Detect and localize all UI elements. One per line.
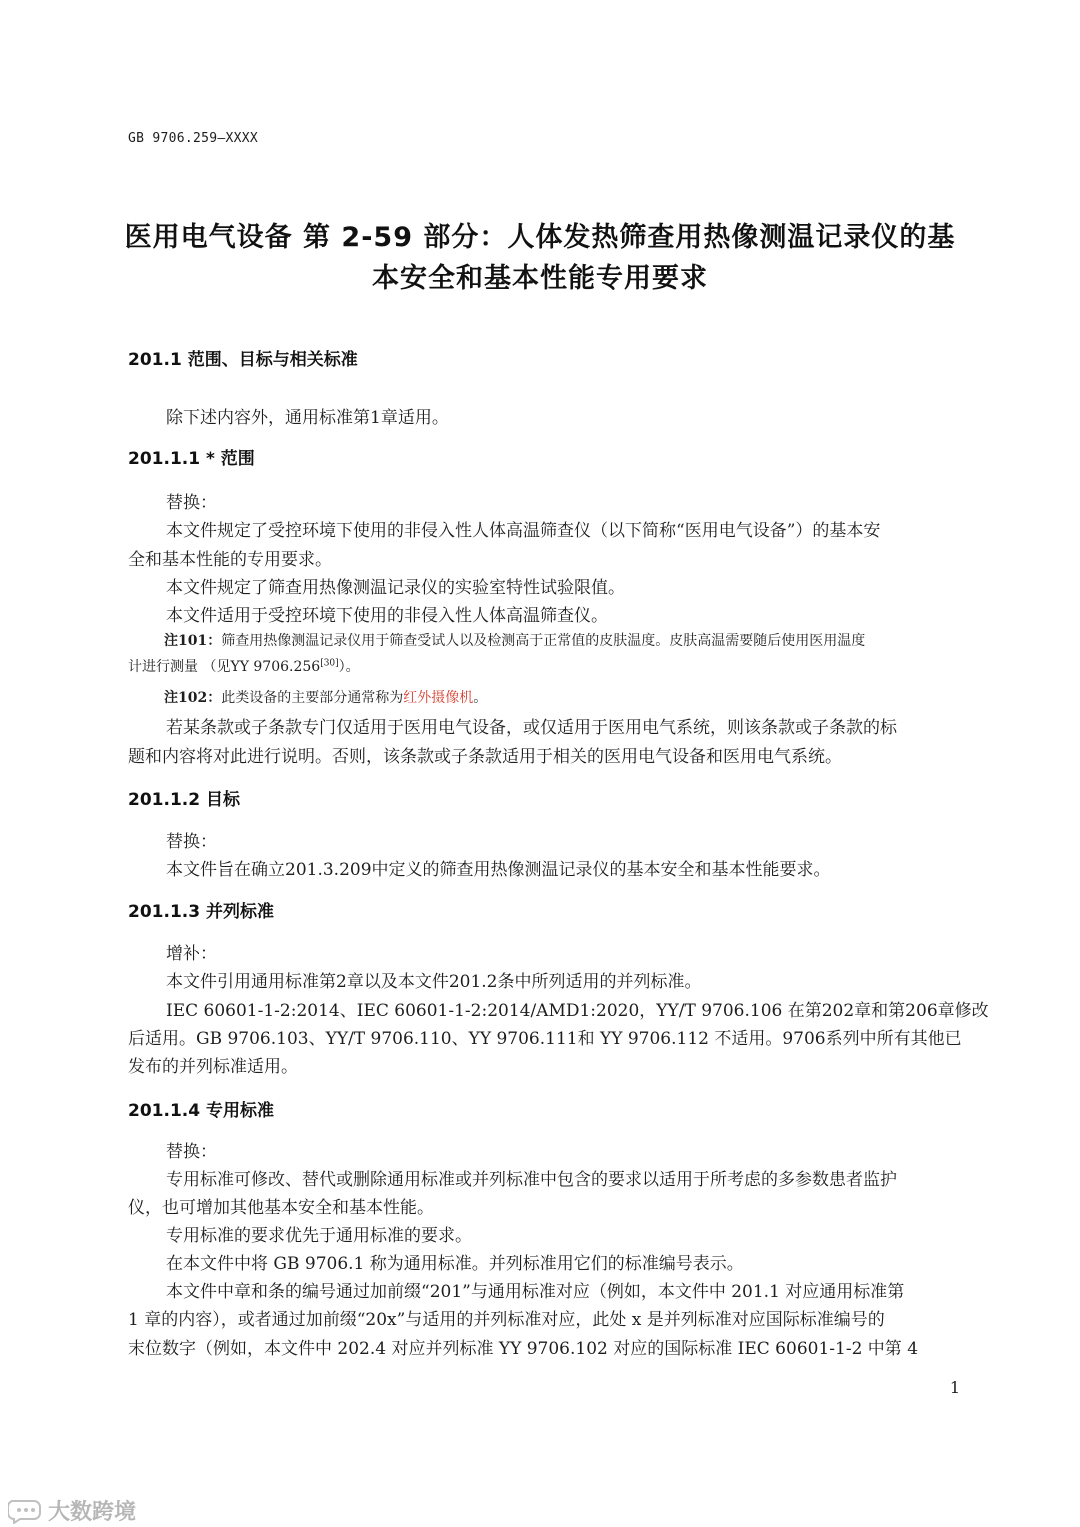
note-101: [164, 630, 865, 650]
note-text: 此类设备的主要部分通常称为: [221, 690, 404, 706]
document-title-line-2: 本安全和基本性能专用要求: [372, 263, 708, 294]
standard-code: GB 9706.259—XXXX: [128, 131, 259, 146]
note-label: 注102：: [164, 690, 222, 706]
replace-label: 替换：: [166, 1142, 217, 1162]
note-text: 。: [473, 690, 488, 706]
paragraph: 专用标准的要求优先于通用标准的要求。: [166, 1226, 472, 1246]
note-101-line-2: [128, 656, 360, 676]
section-heading-201-1-4: 201.1.4 专用标准: [128, 1101, 274, 1121]
section-heading-201-1-2: 201.1.2 目标: [128, 790, 240, 810]
paragraph: 在本文件中将 GB 9706.1 称为通用标准。并列标准用它们的标准编号表示。: [166, 1254, 744, 1274]
supplement-label: 增补：: [166, 944, 217, 964]
paragraph-line: 末位数字（例如，本文件中 202.4 对应并列标准 YY 9706.102 对应的国际标准 IEC 60601-1-2 中第 4: [128, 1339, 919, 1359]
paragraph: 本文件规定了筛查用热像测温记录仪的实验室特性试验限值。: [166, 578, 625, 598]
section-heading-201-1-3: 201.1.3 并列标准: [128, 902, 274, 922]
paragraph-line: 发布的并列标准适用。: [128, 1057, 298, 1077]
paragraph: 本文件旨在确立201.3.209中定义的筛查用热像测温记录仪的基本安全和基本性能要求。: [166, 860, 831, 880]
replace-label: 替换：: [166, 493, 217, 513]
highlighted-term: 红外摄像机: [403, 690, 474, 706]
paragraph-line: 本文件规定了受控环境下使用的非侵入性人体高温筛查仪（以下简称“医用电气设备”）的基本安: [166, 521, 881, 541]
note-text: ）。: [338, 659, 360, 675]
note-102: [164, 687, 487, 707]
watermark: [8, 1495, 136, 1526]
note-label: 注101：: [164, 633, 222, 649]
paragraph-line: 若某条款或子条款专门仅适用于医用电气设备，或仅适用于医用电气系统，则该条款或子条款的标: [166, 718, 897, 738]
paragraph-line: IEC 60601-1-2:2014、IEC 60601-1-2:2014/AMD1:2020，YY/T 9706.106 在第202章和第206章修改: [166, 1001, 989, 1021]
section-heading-201-1: 201.1 范围、目标与相关标准: [128, 350, 358, 370]
paragraph-line: 全和基本性能的专用要求。: [128, 550, 332, 570]
paragraph-line: 题和内容将对此进行说明。否则，该条款或子条款适用于相关的医用电气设备和医用电气系统。: [128, 747, 842, 767]
paragraph: 本文件引用通用标准第2章以及本文件201.2条中所列适用的并列标准。: [166, 972, 702, 992]
note-text: 筛查用热像测温记录仪用于筛查受试人以及检测高于正常值的皮肤温度。皮肤高温需要随后使用医用温度: [221, 633, 866, 649]
paragraph-line: 本文件中章和条的编号通过加前缀“201”与通用标准对应（例如，本文件中 201.1 对应通用标准第: [166, 1282, 905, 1302]
chat-bubble-icon: [8, 1498, 44, 1524]
watermark-text: 大数跨境: [48, 1500, 137, 1525]
replace-label: 替换：: [166, 832, 217, 852]
paragraph-line: 后适用。GB 9706.103、YY/T 9706.110、YY 9706.111和 YY 9706.112 不适用。9706系列中所有其他已: [128, 1029, 962, 1049]
paragraph-line: 仪，也可增加其他基本安全和基本性能。: [128, 1198, 434, 1218]
section-heading-201-1-1: 201.1.1 * 范围: [128, 449, 255, 469]
paragraph: 本文件适用于受控环境下使用的非侵入性人体高温筛查仪。: [166, 606, 608, 626]
document-title-line-1: 医用电气设备 第 2-59 部分：人体发热筛查用热像测温记录仪的基: [124, 222, 956, 253]
paragraph: 除下述内容外，通用标准第1章适用。: [166, 408, 449, 428]
note-text: 计进行测量 （见YY 9706.256: [128, 659, 321, 675]
paragraph-line: 1 章的内容），或者通过加前缀“20x”与适用的并列标准对应，此处 x 是并列标准对应国际标准编号的: [128, 1310, 885, 1330]
reference-marker: [30]: [320, 658, 339, 669]
paragraph-line: 专用标准可修改、替代或删除通用标准或并列标准中包含的要求以适用于所考虑的多参数患者监护: [166, 1170, 897, 1190]
page-number: 1: [949, 1378, 960, 1397]
